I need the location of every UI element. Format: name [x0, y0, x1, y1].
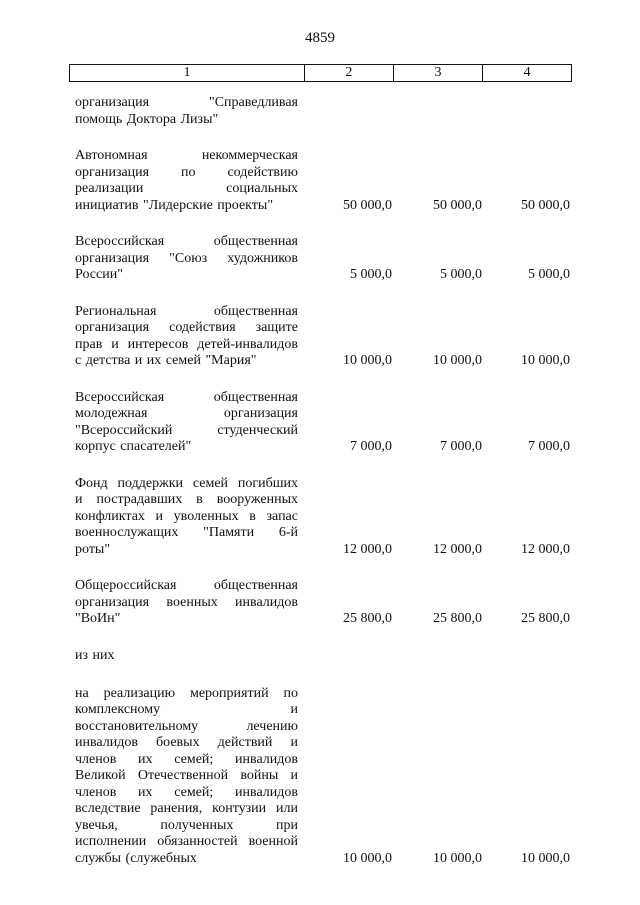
amount-column-3: 12 000,0	[433, 541, 482, 557]
organization-name-line: службы (служебных	[75, 850, 197, 866]
organization-name-line: из них	[75, 647, 115, 663]
organization-name-line: членов их семей; инвалидов	[75, 784, 298, 800]
table-row	[75, 578, 575, 628]
table-row	[75, 304, 575, 370]
organization-name-line: на реализацию мероприятий по	[75, 685, 298, 701]
organization-name	[75, 95, 298, 128]
organization-name-line: организация "Справедливая	[75, 95, 298, 110]
table-row	[75, 234, 575, 284]
amount-column-2: 10 000,0	[343, 850, 392, 866]
organization-name-line: и пострадавших в вооруженных	[75, 492, 298, 507]
table-row	[75, 648, 575, 666]
organization-name-line: Автономная некоммерческая	[75, 148, 298, 163]
organization-name-line: Всероссийская общественная	[75, 234, 298, 249]
organization-name	[75, 686, 298, 868]
column-1-number: 1	[183, 65, 191, 80]
organization-name-line: реализации социальных	[75, 181, 298, 196]
organization-name	[75, 390, 298, 456]
organization-name	[75, 578, 298, 628]
organization-name-line: исполнении обязанностей военной	[75, 834, 298, 849]
organization-name	[75, 234, 298, 284]
column-2-number: 2	[304, 65, 393, 81]
organization-name-line: организация содействия защите	[75, 320, 298, 335]
amount-column-3: 10 000,0	[433, 850, 482, 866]
amount-column-3: 7 000,0	[440, 439, 482, 454]
amount-column-4: 25 800,0	[521, 611, 570, 626]
amount-column-2: 50 000,0	[343, 197, 392, 213]
organization-name	[75, 648, 298, 665]
organization-name	[75, 476, 298, 559]
organization-name-line: организация "Союз художников	[75, 250, 298, 266]
table-row	[75, 476, 575, 559]
organization-name-line: России"	[75, 267, 123, 282]
organization-name-line: Великой Отечественной войны и	[75, 768, 298, 783]
amount-column-4: 7 000,0	[528, 439, 570, 454]
organization-name-line: корпус спасателей"	[75, 439, 192, 454]
page-number: 4859	[305, 30, 335, 46]
organization-name-line: "ВоИн"	[75, 611, 121, 626]
table-row	[75, 390, 575, 456]
amount-column-4: 50 000,0	[521, 197, 570, 213]
amount-column-3: 25 800,0	[433, 611, 482, 626]
amount-column-2: 25 800,0	[343, 611, 392, 626]
organization-name-line: молодежная организация	[75, 406, 298, 421]
table-row	[75, 95, 575, 128]
organization-name-line: конфликтах и уволенных в запас	[75, 508, 298, 524]
table-body	[75, 95, 575, 887]
organization-name-line: Всероссийская общественная	[75, 389, 298, 405]
amount-column-4: 10 000,0	[521, 353, 570, 368]
organization-name	[75, 304, 298, 370]
amount-column-4: 12 000,0	[521, 541, 570, 557]
amount-column-2: 5 000,0	[350, 267, 392, 282]
organization-name-line: членов их семей; инвалидов	[75, 751, 298, 767]
organization-name-line: восстановительному лечению	[75, 718, 298, 734]
table-row	[75, 148, 575, 214]
organization-name-line: роты"	[75, 541, 111, 557]
organization-name-line: Общероссийская общественная	[75, 578, 298, 593]
organization-name-line: увечья, полученных при	[75, 817, 298, 833]
amount-column-3: 10 000,0	[433, 353, 482, 368]
organization-name-line: организация военных инвалидов	[75, 594, 298, 610]
amount-column-3: 5 000,0	[440, 267, 482, 282]
organization-name	[75, 148, 298, 214]
organization-name-line: комплексному и	[75, 702, 298, 717]
column-4-number: 4	[482, 65, 571, 81]
amount-column-2: 12 000,0	[343, 541, 392, 557]
amount-column-4: 10 000,0	[521, 850, 570, 866]
organization-name-line: инициатив "Лидерские проекты"	[75, 197, 274, 213]
organization-name-line: "Всероссийский студенческий	[75, 422, 298, 438]
amount-column-3: 50 000,0	[433, 197, 482, 213]
organization-name-line: прав и интересов детей-инвалидов	[75, 336, 298, 352]
organization-name-line: помощь Доктора Лизы"	[75, 111, 219, 127]
table-row	[75, 686, 575, 868]
organization-name-line: Региональная общественная	[75, 303, 298, 319]
organization-name-line: вследствие ранения, контузии или	[75, 801, 298, 816]
organization-name-line: инвалидов боевых действий и	[75, 735, 298, 750]
organization-name-line: с детства и их семей "Мария"	[75, 353, 257, 368]
amount-column-2: 10 000,0	[343, 353, 392, 368]
column-3-number: 3	[393, 65, 483, 81]
organization-name-line: военнослужащих "Памяти 6-й	[75, 525, 298, 540]
column-number-header	[69, 64, 572, 82]
organization-name-line: организация по содействию	[75, 164, 298, 180]
amount-column-4: 5 000,0	[528, 267, 570, 282]
organization-name-line: Фонд поддержки семей погибших	[75, 475, 298, 491]
amount-column-2: 7 000,0	[350, 439, 392, 454]
